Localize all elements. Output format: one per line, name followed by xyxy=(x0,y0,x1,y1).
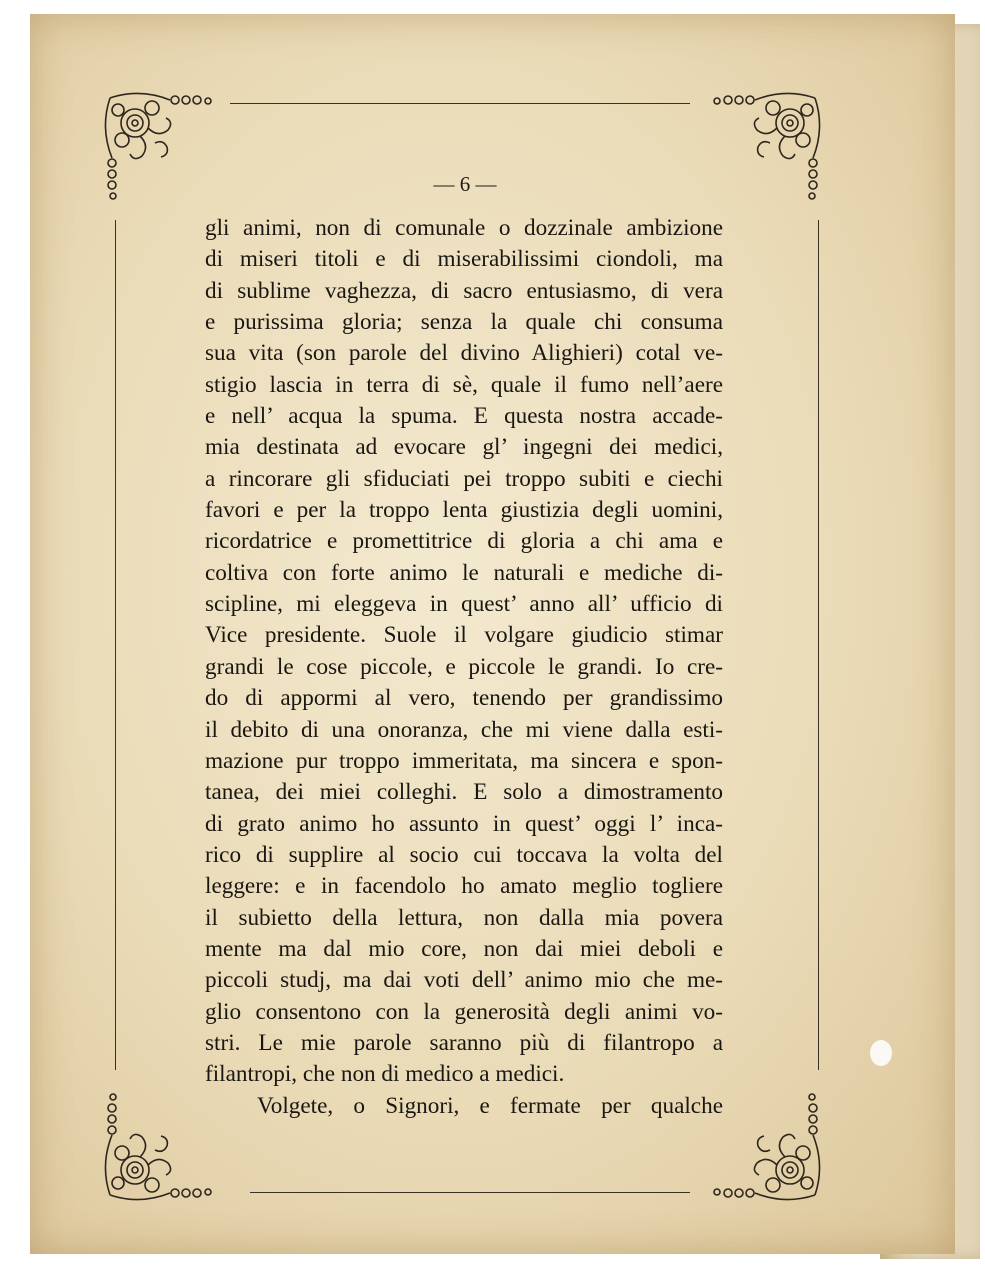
border-rule-top xyxy=(230,103,690,104)
page-number: — 6 — xyxy=(433,172,497,196)
text-line: di sublime vaghezza, di sacro entusiasmo, di vera xyxy=(205,277,723,304)
text-line: grandi le cose piccole, e piccole le grandi. Io cre- xyxy=(205,653,723,680)
corner-ornament-icon xyxy=(100,1085,220,1205)
text-line: leggere: e in facendolo ho amato meglio togliere xyxy=(205,873,723,900)
border-rule-right xyxy=(818,220,819,1070)
text-line: favori e per la troppo lenta giustizia degli uomini, xyxy=(205,497,723,524)
text-line: scipline, mi eleggeva in quest’ anno all’ ufficio di xyxy=(205,591,723,618)
text-line: piccoli studj, ma dai voti dell’ animo mio che me- xyxy=(205,967,723,994)
border-rule-left xyxy=(115,220,116,1070)
text-line: filantropi, che non di medico a medici. xyxy=(205,1061,565,1088)
text-line: mia destinata ad evocare gl’ ingegni dei medici, xyxy=(205,434,723,461)
text-line: gli animi, non di comunale o dozzinale ambizione xyxy=(205,215,723,241)
text-line: tanea, dei miei colleghi. E solo a dimostramento xyxy=(205,779,723,806)
text-line: di miseri titoli e di miserabilissimi ciondoli, ma xyxy=(205,246,723,273)
text-line: a rincorare gli sfiduciati pei troppo subiti e ciechi xyxy=(205,465,723,492)
corner-ornament-icon xyxy=(705,1085,825,1205)
text-line: sua vita (son parole del divino Alighieri) cotal ve- xyxy=(205,340,723,367)
border-rule-bottom xyxy=(250,1192,690,1193)
paper-hole xyxy=(870,1040,892,1066)
text-line: rico di supplire al socio cui toccava la volta del xyxy=(205,841,723,868)
text-line: il debito di una onoranza, che mi viene dalla esti- xyxy=(205,716,723,743)
text-line: stigio lascia in terra di sè, quale il fumo nell’aere xyxy=(205,371,723,398)
text-line: do di appormi al vero, tenendo per grandissimo xyxy=(205,685,723,712)
body-text xyxy=(205,213,723,1122)
text-line: e purissima gloria; senza la quale chi consuma xyxy=(205,309,723,336)
text-line: glio consentono con la generosità degli animi vo- xyxy=(205,998,723,1025)
text-line: stri. Le mie parole saranno più di filantropo a xyxy=(205,1029,723,1056)
text-line: e nell’ acqua la spuma. E questa nostra accade- xyxy=(205,403,723,430)
text-line: mazione pur troppo immeritata, ma sincera e spon- xyxy=(205,747,723,774)
text-line: coltiva con forte animo le naturali e mediche di- xyxy=(205,559,723,586)
text-line: ricordatrice e promettitrice di gloria a chi ama e xyxy=(205,528,723,555)
text-line: il subietto della lettura, non dalla mia povera xyxy=(205,904,723,931)
text-line: di grato animo ho assunto in quest’ oggi l’ inca- xyxy=(205,810,723,837)
text-line: Volgete, o Signori, e fermate per qualche xyxy=(257,1092,723,1119)
text-line: mente ma dal mio core, non dai miei deboli e xyxy=(205,935,723,962)
text-line: Vice presidente. Suole il volgare giudicio stimar xyxy=(205,622,723,649)
